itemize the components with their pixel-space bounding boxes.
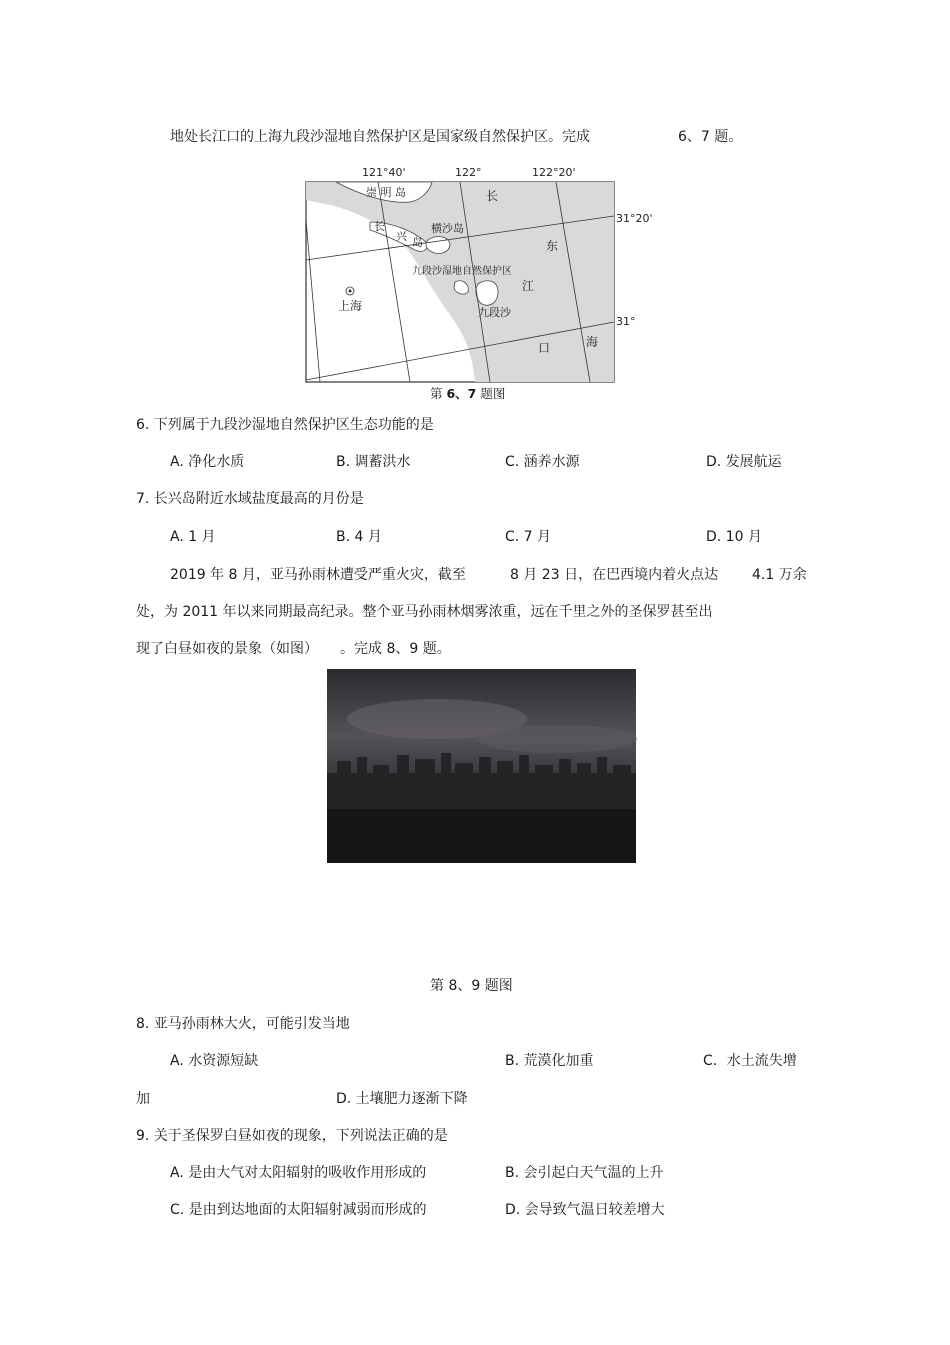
q7-option-c: C. 7 月 [505, 529, 552, 545]
label-dong: 东 [546, 239, 559, 253]
map-caption: 第 6、7 题图 [430, 386, 506, 401]
label-chang: 长 [486, 189, 499, 203]
question-6-stem: 6. 下列属于九段沙湿地自然保护区生态功能的是 [136, 417, 434, 433]
label-jiang: 江 [522, 279, 535, 293]
label-chongming: 崇 明 岛 [366, 186, 406, 199]
intro-text-8-9-part2: 8 月 23 日，在巴西境内着火点达 [510, 567, 719, 583]
q9-option-d: D. 会导致气温日较差增大 [505, 1202, 665, 1218]
label-changxing-3: 岛 [412, 236, 423, 249]
q9-option-b: B. 会引起白天气温的上升 [505, 1165, 664, 1181]
intro-text-8-9-part1: 2019 年 8 月，亚马孙雨林遭受严重火灾，截至 [170, 567, 466, 583]
label-kou: 口 [538, 341, 551, 355]
shanghai-city-dot [349, 290, 352, 293]
intro-text-8-9-part3: 4.1 万余 [752, 567, 807, 583]
lat-label-31: 31° [616, 315, 636, 328]
question-7-stem: 7. 长兴岛附近水域盐度最高的月份是 [136, 491, 364, 507]
q8-option-c-continued: 加 [136, 1091, 150, 1107]
q9-option-a: A. 是由大气对太阳辐射的吸收作用形成的 [170, 1165, 427, 1181]
q7-option-b: B. 4 月 [336, 529, 382, 545]
q9-option-c: C. 是由到达地面的太阳辐射减弱而形成的 [170, 1202, 427, 1218]
label-hengsha: 横沙岛 [431, 222, 464, 235]
lon-label-122-20: 122°20' [532, 166, 576, 179]
intro-text-8-9-line2: 处，为 2011 年以来同期最高纪录。整个亚马孙雨林烟雾浓重，远在千里之外的圣保罗甚至出 [136, 604, 713, 620]
intro-text-6-7: 地处长江口的上海九段沙湿地自然保护区是国家级自然保护区。完成 [170, 129, 590, 145]
q8-option-a: A. 水资源短缺 [170, 1053, 259, 1069]
q6-option-a: A. 净化水质 [170, 454, 245, 470]
intro-text-8-9-line3b: 。完成 8、9 题。 [340, 641, 451, 657]
lon-label-121-40: 121°40' [362, 166, 406, 179]
intro-question-range-6-7: 6、7 题。 [678, 129, 743, 145]
q7-option-a: A. 1 月 [170, 529, 216, 545]
label-hai: 海 [586, 335, 599, 349]
q8-option-c: C．水土流失增 [703, 1053, 797, 1069]
jiuduansha-islet-large [476, 281, 498, 306]
label-changxing-2: 兴 [396, 230, 407, 243]
q7-option-d: D. 10 月 [706, 529, 762, 545]
sao-paulo-dark-sky-photo [327, 669, 636, 863]
label-reserve: 九段沙湿地自然保护区 [412, 266, 512, 277]
intro-text-8-9-line3a: 现了白昼如夜的景象（如图） [136, 641, 318, 657]
photo-caption: 第 8、9 题图 [430, 978, 513, 994]
q6-option-d: D. 发展航运 [706, 454, 782, 470]
q6-option-c: C. 涵养水源 [505, 454, 580, 470]
label-shanghai: 上海 [338, 299, 363, 313]
question-9-stem: 9. 关于圣保罗白昼如夜的现象，下列说法正确的是 [136, 1128, 448, 1144]
label-changxing-1: 长 [374, 220, 385, 233]
q6-option-b: B. 调蓄洪水 [336, 454, 411, 470]
lat-label-31-20: 31°20' [616, 212, 653, 225]
q8-option-b: B. 荒漠化加重 [505, 1053, 594, 1069]
yangtze-estuary-map [300, 160, 653, 385]
question-8-stem: 8. 亚马孙雨林大火，可能引发当地 [136, 1016, 350, 1032]
label-jiuduansha: 九段沙 [478, 306, 511, 319]
q8-option-d: D. 土壤肥力逐渐下降 [336, 1091, 468, 1107]
lon-label-122: 122° [455, 166, 482, 179]
